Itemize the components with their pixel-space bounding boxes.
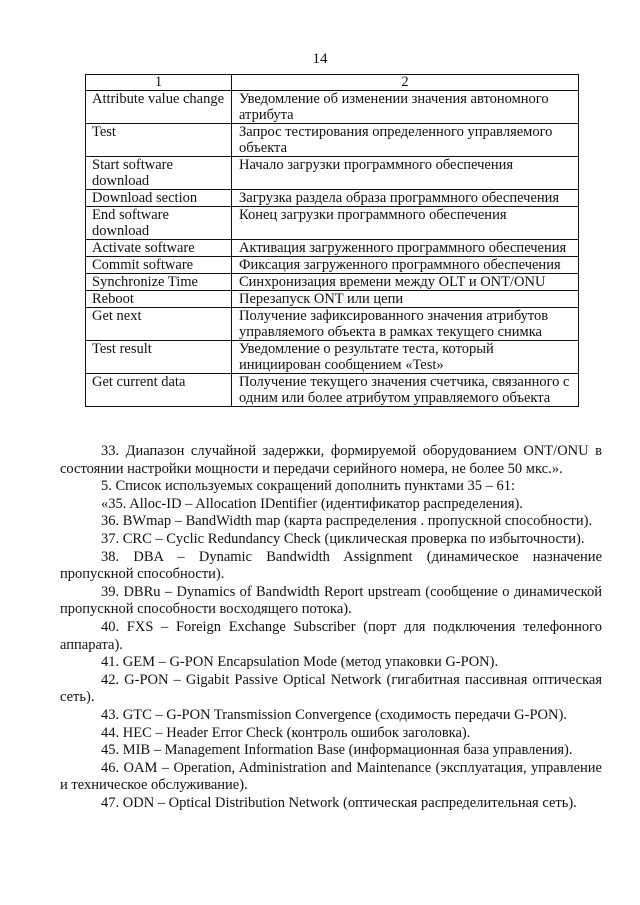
message-description: Фиксация загруженного программного обеспечения bbox=[232, 257, 579, 274]
message-description: Начало загрузки программного обеспечения bbox=[232, 157, 579, 190]
paragraph: «35. Alloc-ID – Allocation IDentifier (идентификатор распределения). bbox=[101, 495, 523, 512]
message-description: Получение зафиксированного значения атрибутов управляемого объекта в рамках текущего снимка bbox=[232, 308, 579, 341]
message-term: Commit software bbox=[86, 257, 232, 274]
table-row bbox=[86, 291, 579, 308]
table-body bbox=[86, 91, 579, 407]
paragraph: 41. GEM – G-PON Encapsulation Mode (метод упаковки G-PON). bbox=[101, 654, 499, 671]
message-term: End software download bbox=[86, 207, 232, 240]
table-row bbox=[86, 257, 579, 274]
paragraph: 43. GTC – G-PON Transmission Convergence (сходимость передачи G-PON). bbox=[101, 706, 567, 723]
table-row bbox=[86, 308, 579, 341]
message-term: Get next bbox=[86, 308, 232, 341]
column-header-2: 2 bbox=[232, 75, 579, 91]
paragraph: 37. CRC – Cyclic Redundancy Check (циклическая проверка по избыточности). bbox=[101, 530, 585, 547]
message-description: Получение текущего значения счетчика, связанного с одним или более атрибутом управляемого объекта bbox=[232, 374, 579, 407]
message-term: Start software download bbox=[86, 157, 232, 190]
paragraph: 45. MIB – Management Information Base (информационная база управления). bbox=[101, 742, 573, 759]
column-header-1: 1 bbox=[86, 75, 232, 91]
table-row bbox=[86, 190, 579, 207]
body-text bbox=[60, 443, 602, 812]
table-row bbox=[86, 240, 579, 257]
message-description: Перезапуск ONT или цепи bbox=[232, 291, 579, 308]
message-description: Конец загрузки программного обеспечения bbox=[232, 207, 579, 240]
paragraph: 40. FXS – Foreign Exchange Subscriber (порт для подключения телефонного аппарата). bbox=[60, 618, 602, 653]
message-description: Запрос тестирования определенного управляемого объекта bbox=[232, 124, 579, 157]
table-row bbox=[86, 91, 579, 124]
message-description: Загрузка раздела образа программного обеспечения bbox=[232, 190, 579, 207]
table-row bbox=[86, 207, 579, 240]
message-term: Test result bbox=[86, 341, 232, 374]
message-term: Get current data bbox=[86, 374, 232, 407]
message-term: Download section bbox=[86, 190, 232, 207]
paragraph: 5. Список используемых сокращений дополнить пунктами 35 – 61: bbox=[101, 478, 515, 495]
paragraph: 46. OAM – Operation, Administration and Maintenance (эксплуатация, управление и техническое обслуживание). bbox=[60, 759, 602, 794]
paragraph: 47. ODN – Optical Distribution Network (оптическая распределительная сеть). bbox=[101, 794, 577, 811]
paragraph: 38. DBA – Dynamic Bandwidth Assignment (динамическое назначение пропускной способности). bbox=[60, 548, 602, 583]
table-header-row bbox=[86, 75, 579, 91]
paragraph: 44. HEC – Header Error Check (контроль ошибок заголовка). bbox=[101, 724, 471, 741]
page-number: 14 bbox=[312, 51, 328, 67]
table-row bbox=[86, 157, 579, 190]
paragraph: 42. G-PON – Gigabit Passive Optical Network (гигабитная пассивная оптическая сеть). bbox=[60, 671, 602, 706]
message-term: Attribute value change bbox=[86, 91, 232, 124]
message-description: Уведомление об изменении значения автономного атрибута bbox=[232, 91, 579, 124]
paragraph: 36. BWmap – BandWidth map (карта распределения . пропускной способности). bbox=[101, 513, 593, 530]
paragraph: 33. Диапазон случайной задержки, формируемой оборудованием ONT/ONU в состоянии настройки мощности и передачи серийного номера, не более 50 мкс.». bbox=[60, 443, 602, 477]
message-term: Synchronize Time bbox=[86, 274, 232, 291]
message-description: Активация загруженного программного обеспечения bbox=[232, 240, 579, 257]
message-term: Activate software bbox=[86, 240, 232, 257]
message-description: Синхронизация времени между OLT и ONT/ONU bbox=[232, 274, 579, 291]
message-term: Test bbox=[86, 124, 232, 157]
paragraph: 39. DBRu – Dynamics of Bandwidth Report upstream (сообщение о динамической пропускной способности восходящего потока). bbox=[60, 583, 602, 618]
table-row bbox=[86, 274, 579, 291]
table-row bbox=[86, 341, 579, 374]
table-row bbox=[86, 374, 579, 407]
message-term: Reboot bbox=[86, 291, 232, 308]
messages-table bbox=[85, 74, 579, 407]
message-description: Уведомление о результате теста, который инициирован сообщением «Test» bbox=[232, 341, 579, 374]
table-row bbox=[86, 124, 579, 157]
